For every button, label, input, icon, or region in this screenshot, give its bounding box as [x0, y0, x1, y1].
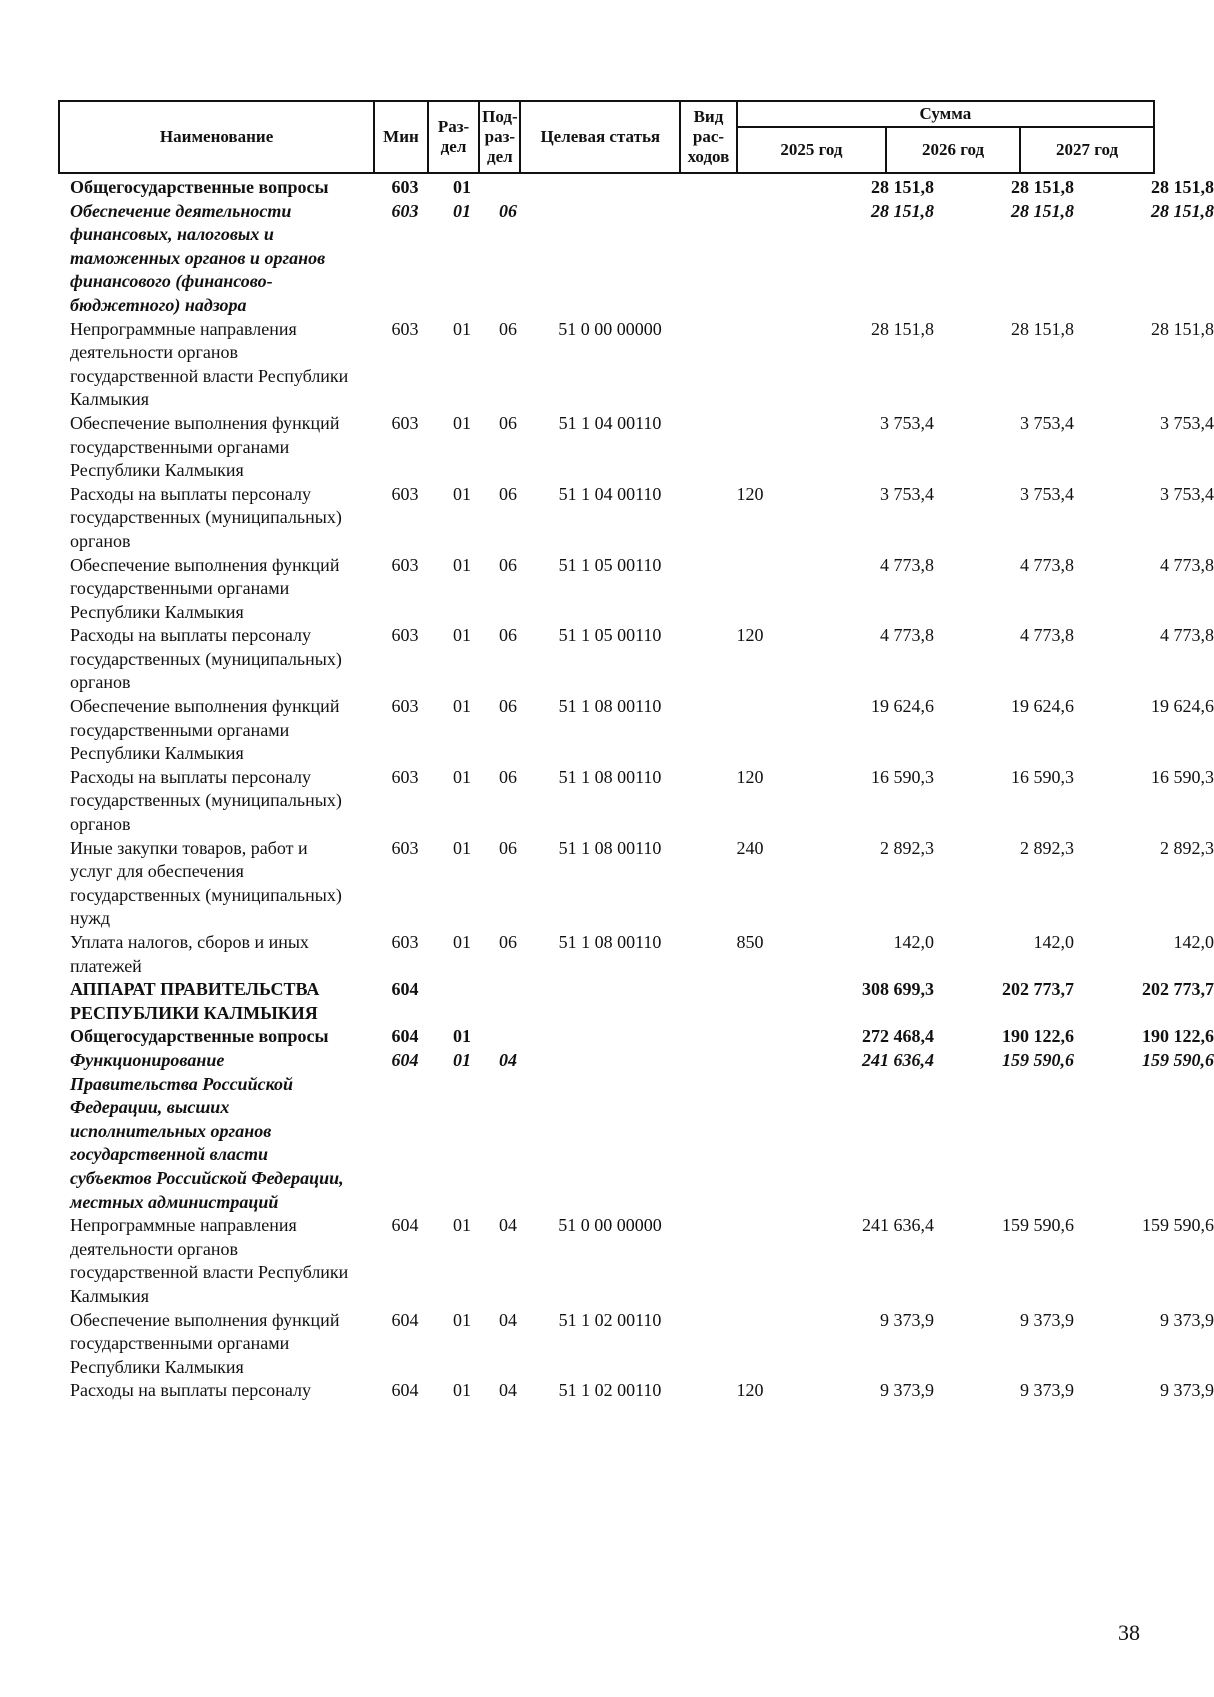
cell-min: 603: [391, 625, 419, 646]
cell-name: Расходы на выплаты персоналу: [70, 1380, 311, 1401]
cell-y27: 9 373,9: [1160, 1309, 1214, 1330]
cell-pod: 06: [499, 318, 517, 339]
cell-raz: 01: [453, 318, 471, 339]
cell-cel: 51 1 02 00110: [558, 1309, 662, 1330]
cell-y27: 3 753,4: [1160, 412, 1214, 433]
cell-raz: 01: [453, 696, 471, 717]
cell-y25: 28 151,8: [871, 200, 934, 221]
cell-min: 604: [391, 1309, 419, 1330]
cell-raz: 01: [453, 177, 471, 197]
table-row: [60, 1025, 1214, 1049]
table-row: [60, 1309, 1214, 1380]
cell-vid: 240: [736, 837, 764, 858]
cell-min: 603: [391, 696, 419, 717]
cell-y26: 16 590,3: [1011, 766, 1074, 787]
cell-y26: 190 122,6: [1002, 1026, 1074, 1047]
table-row: [60, 1214, 1214, 1308]
cell-y27: 159 590,6: [1142, 1215, 1214, 1236]
header-podrazdel: Под-раз-дел: [479, 101, 520, 173]
cell-y26: 4 773,8: [1020, 554, 1074, 575]
cell-raz: 01: [453, 1215, 471, 1236]
cell-min: 603: [391, 412, 419, 433]
cell-name: Расходы на выплаты персоналу государственных (муниципальных) органов: [70, 625, 342, 693]
cell-y25: 19 624,6: [871, 696, 934, 717]
cell-raz: 01: [453, 483, 471, 504]
cell-name: Обеспечение выполнения функций государственными органами Республики Калмыкия: [70, 412, 340, 481]
cell-raz: 01: [453, 766, 471, 787]
cell-y25: 241 636,4: [862, 1049, 934, 1070]
cell-y26: 9 373,9: [1020, 1380, 1074, 1401]
cell-raz: 01: [453, 200, 471, 221]
cell-vid: 850: [736, 932, 764, 952]
cell-y27: 3 753,4: [1160, 483, 1214, 504]
cell-y25: 4 773,8: [880, 625, 934, 646]
cell-name: Обеспечение деятельности финансовых, налоговых и таможенных органов и органов финансового (финансово-бюджетного) надзора: [70, 200, 326, 315]
header-celevaya: Целевая статья: [520, 101, 680, 173]
cell-y25: 308 699,3: [862, 979, 934, 1000]
cell-min: 603: [391, 837, 419, 858]
cell-pod: 06: [499, 483, 517, 504]
cell-pod: 06: [499, 837, 517, 858]
cell-name: Иные закупки товаров, работ и услуг для обеспечения государственных (муниципальных) нужд: [70, 837, 342, 929]
cell-name: Непрограммные направления деятельности органов государственной власти Республики Калмыкия: [70, 318, 349, 410]
cell-pod: 06: [499, 200, 517, 221]
page-number: 38: [1118, 1620, 1140, 1645]
table-row: [60, 318, 1214, 412]
cell-y25: 241 636,4: [862, 1215, 934, 1236]
table-row: [60, 1379, 1214, 1403]
cell-min: 604: [391, 1049, 419, 1070]
cell-y26: 142,0: [1033, 932, 1074, 952]
cell-vid: 120: [736, 483, 764, 504]
header-name: Наименование: [59, 101, 374, 173]
cell-raz: 01: [453, 932, 471, 952]
cell-raz: 01: [453, 625, 471, 646]
cell-vid: 120: [736, 625, 764, 646]
cell-y26: 159 590,6: [1002, 1215, 1074, 1236]
cell-min: 603: [391, 554, 419, 575]
cell-name: Функционирование Правительства Российской Федерации, высших исполнительных органов государственной власти субъектов Российской Федерации, местных администраций: [70, 1049, 344, 1212]
cell-pod: 06: [499, 412, 517, 433]
cell-y27: 9 373,9: [1160, 1380, 1214, 1401]
header-2026: 2026 год: [886, 127, 1020, 173]
cell-cel: 51 1 08 00110: [558, 766, 662, 787]
cell-y26: 202 773,7: [1002, 979, 1074, 1000]
cell-raz: 01: [453, 1380, 471, 1401]
cell-name: Обеспечение выполнения функций государственными органами Республики Калмыкия: [70, 554, 340, 622]
cell-min: 603: [391, 200, 419, 221]
cell-cel: 51 1 08 00110: [558, 696, 662, 717]
cell-cel: 51 1 05 00110: [558, 625, 662, 646]
cell-y25: 2 892,3: [880, 837, 934, 858]
cell-pod: 06: [499, 625, 517, 646]
header-razdel: Раз-дел: [428, 101, 480, 173]
table-row: [60, 1049, 1214, 1214]
table-header: [58, 100, 1155, 174]
table-row: [60, 200, 1214, 318]
cell-y25: 28 151,8: [871, 177, 934, 197]
cell-y25: 4 773,8: [880, 554, 934, 575]
cell-min: 604: [391, 979, 419, 1000]
cell-pod: 06: [499, 932, 517, 952]
cell-cel: 51 0 00 00000: [558, 318, 662, 339]
cell-y27: 28 151,8: [1151, 177, 1214, 197]
cell-y27: 190 122,6: [1142, 1026, 1214, 1047]
cell-y26: 159 590,6: [1002, 1049, 1074, 1070]
cell-cel: 51 0 00 00000: [558, 1215, 662, 1236]
cell-y25: 3 753,4: [880, 412, 934, 433]
cell-cel: 51 1 04 00110: [558, 412, 662, 433]
cell-pod: 04: [499, 1309, 517, 1330]
cell-y26: 3 753,4: [1020, 483, 1074, 504]
header-2025: 2025 год: [737, 127, 886, 173]
cell-name: Расходы на выплаты персоналу государственных (муниципальных) органов: [70, 483, 342, 551]
cell-y26: 28 151,8: [1011, 177, 1074, 197]
table-row: [60, 483, 1214, 554]
cell-cel: 51 1 08 00110: [558, 932, 662, 952]
cell-y27: 19 624,6: [1151, 696, 1214, 717]
cell-vid: 120: [736, 766, 764, 787]
cell-y25: 28 151,8: [871, 318, 934, 339]
cell-cel: 51 1 05 00110: [558, 554, 662, 575]
table-row: [60, 766, 1214, 837]
cell-y27: 202 773,7: [1142, 979, 1214, 1000]
cell-y26: 28 151,8: [1011, 200, 1074, 221]
cell-min: 603: [391, 483, 419, 504]
cell-y26: 9 373,9: [1020, 1309, 1074, 1330]
cell-name: АППАРАТ ПРАВИТЕЛЬСТВА РЕСПУБЛИКИ КАЛМЫКИЯ: [70, 979, 320, 1023]
cell-min: 604: [391, 1026, 419, 1047]
cell-min: 603: [391, 177, 419, 197]
cell-y27: 159 590,6: [1142, 1049, 1214, 1070]
cell-y27: 16 590,3: [1151, 766, 1214, 787]
cell-y26: 19 624,6: [1011, 696, 1074, 717]
cell-y26: 3 753,4: [1020, 412, 1074, 433]
cell-cel: 51 1 04 00110: [558, 483, 662, 504]
header-2027: 2027 год: [1020, 127, 1154, 173]
cell-y27: 28 151,8: [1151, 318, 1214, 339]
header-summa: Сумма: [737, 101, 1154, 127]
cell-y25: 9 373,9: [880, 1380, 934, 1401]
cell-raz: 01: [453, 1026, 471, 1047]
cell-cel: 51 1 02 00110: [558, 1380, 662, 1401]
cell-y27: 4 773,8: [1160, 554, 1214, 575]
table-row: [60, 554, 1214, 625]
cell-name: Общегосударственные вопросы: [70, 177, 329, 197]
cell-y27: 142,0: [1173, 932, 1214, 952]
table-row: [60, 412, 1214, 483]
table-row: [60, 176, 1214, 200]
cell-name: Уплата налогов, сборов и иных платежей: [70, 932, 309, 976]
cell-min: 603: [391, 766, 419, 787]
cell-y26: 4 773,8: [1020, 625, 1074, 646]
table-row: [60, 837, 1214, 931]
cell-pod: 04: [499, 1049, 517, 1070]
cell-y25: 9 373,9: [880, 1309, 934, 1330]
table-row: [60, 978, 1214, 1025]
header-vid: Вид рас-ходов: [680, 101, 737, 173]
cell-name: Общегосударственные вопросы: [70, 1026, 329, 1047]
cell-pod: 06: [499, 554, 517, 575]
cell-name: Расходы на выплаты персоналу государственных (муниципальных) органов: [70, 766, 342, 835]
cell-name: Обеспечение выполнения функций государственными органами Республики Калмыкия: [70, 1309, 340, 1377]
cell-raz: 01: [453, 412, 471, 433]
cell-min: 604: [391, 1380, 419, 1401]
cell-raz: 01: [453, 1309, 471, 1330]
cell-y25: 142,0: [893, 932, 934, 952]
cell-raz: 01: [453, 837, 471, 858]
cell-pod: 06: [499, 766, 517, 787]
cell-y27: 4 773,8: [1160, 625, 1214, 646]
table-body: [60, 176, 1214, 1403]
table-row: [60, 695, 1214, 766]
cell-pod: 04: [499, 1215, 517, 1236]
cell-min: 604: [391, 1215, 419, 1236]
cell-y26: 28 151,8: [1011, 318, 1074, 339]
cell-cel: 51 1 08 00110: [558, 837, 662, 858]
cell-raz: 01: [453, 1049, 471, 1070]
table-row: [60, 931, 1214, 978]
cell-name: Обеспечение выполнения функций государственными органами Республики Калмыкия: [70, 696, 340, 764]
cell-y27: 28 151,8: [1151, 200, 1214, 221]
cell-min: 603: [391, 932, 419, 952]
cell-vid: 120: [736, 1380, 764, 1401]
cell-y26: 2 892,3: [1020, 837, 1074, 858]
cell-y25: 3 753,4: [880, 483, 934, 504]
cell-y27: 2 892,3: [1160, 837, 1214, 858]
table-row: [60, 624, 1214, 695]
cell-min: 603: [391, 318, 419, 339]
header-min: Мин: [374, 101, 428, 173]
cell-y25: 16 590,3: [871, 766, 934, 787]
cell-pod: 06: [499, 696, 517, 717]
cell-raz: 01: [453, 554, 471, 575]
cell-name: Непрограммные направления деятельности органов государственной власти Республики Калмыкия: [70, 1215, 349, 1306]
cell-pod: 04: [499, 1380, 517, 1401]
cell-y25: 272 468,4: [862, 1026, 934, 1047]
